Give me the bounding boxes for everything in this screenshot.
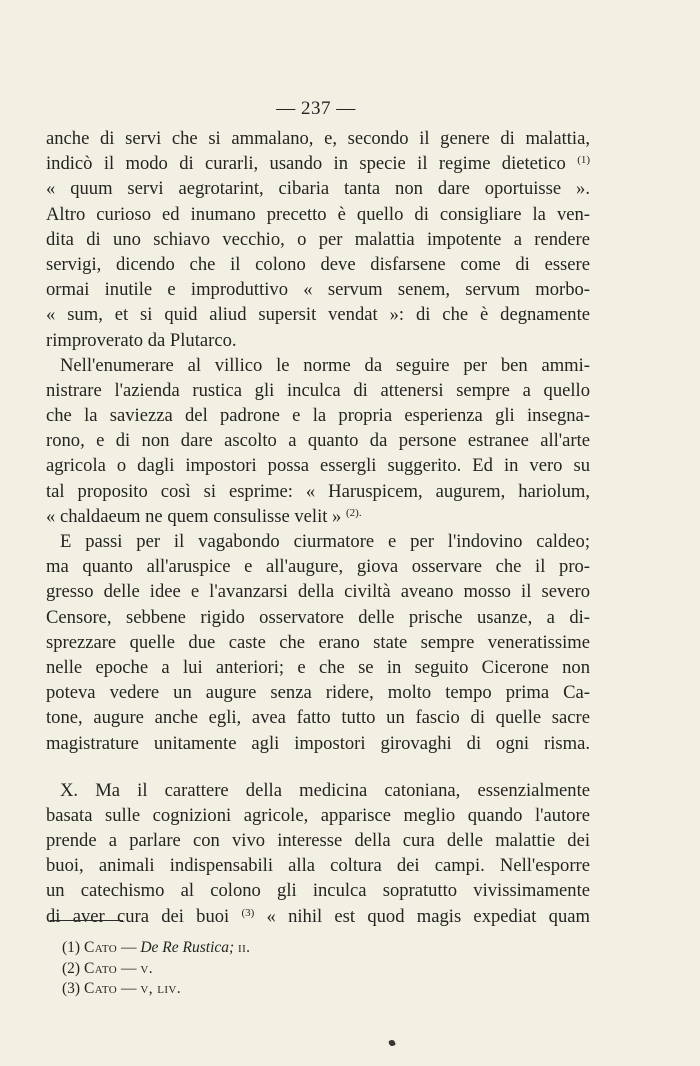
footnote-number: (2) [62,959,81,977]
text-line: « sum, et si quid aliud supersit vendat »: di che è degnamente [46,304,590,326]
text-line: Altro curioso ed inumano precetto è quello di consigliare la ven- [46,203,590,225]
footnote-ref-text: ii. [238,939,251,956]
text-line: rimproverato da Plutarco. [46,329,237,351]
text-line: servigi, dicendo che il colono deve disfarsene come di essere [46,253,590,275]
text-line: che la saviezza del padrone e la propria esperienza gli insegna- [46,405,590,427]
footnote-divider [50,920,123,921]
text-line: prende a parlare con vivo interesse della cura delle malattie dei [46,830,590,852]
text-line: X. Ma il carattere della medicina catoniana, essenzialmente [60,779,590,801]
footnote-author: Cato [83,980,118,997]
footnote-author: Cato [83,959,118,977]
text-line: nistrare l'azienda rustica gli inculca di attenersi sempre a quello [46,379,590,401]
text-line: buoi, animali indispensabili alla coltura dei campi. Nell'esporre [46,855,590,877]
ink-speck [388,1039,396,1047]
footnote [62,938,482,959]
text-line: « chaldaeum ne quem consulisse velit » $^{(2).}$ [46,505,362,527]
text-line: gresso delle idee e l'avanzarsi della civiltà aveano mosso il severo [46,581,590,603]
text-line: sprezzare quelle due caste che erano state sempre veneratissime [46,631,590,653]
text-line: indicò il modo di curarli, usando in specie il regime dietetico $^{(1)}$ [46,153,591,175]
text-line: E passi per il vagabondo ciurmatore e per l'indovino caldeo; [60,531,590,552]
footnote-ref[interactable]: (2). [346,506,362,519]
footnote-ref[interactable]: (1) [577,154,591,167]
text-line: dita di uno schiavo vecchio, o per malattia impotente a rendere [46,228,590,250]
footnote-dash: — [120,939,137,956]
footnote-work: De Re Rustica; [140,939,235,956]
text-line: rono, e di non dare ascolto a quanto da persone estranee all'arte [46,430,590,452]
text-line: tone, augure anche egli, avea fatto tutto un fascio di quelle sacre [46,707,590,729]
footnote [62,979,482,1000]
text-line: « quum servi aegrotarint, cibaria tanta non dare oportuisse ». [46,178,590,200]
paragraph [46,126,590,353]
paragraph [46,778,590,929]
text-line: poteva vedere un augure senza ridere, molto tempo prima Ca- [46,682,590,704]
text-line: di aver cura dei buoi $^{(3)}$ « nihil est quod magis expediat quam [46,905,590,927]
text-line: basata sulle cognizioni agricole, apparisce meglio quando l'autore [46,804,590,826]
footnote-ref-text: v. [140,959,153,977]
text-line: anche di servi che si ammalano, e, secondo il genere di malattia, [46,128,590,149]
body-text [46,126,590,929]
text-line: Censore, sebbene rigido osservatore delle prische usanze, a di- [46,606,590,628]
text-line: ma quanto all'aruspice e all'augure, giova osservare che il pro- [46,556,590,578]
paragraph [46,529,590,756]
footnote-ref[interactable]: (3) [241,906,255,919]
text-line: magistrature unitamente agli impostori girovaghi di ogni risma. [46,732,590,754]
footnote-number: (3) [62,980,81,997]
footnote-dash: — [120,959,137,977]
section-gap [46,756,590,778]
page-number: — 237 — [276,98,356,119]
footnote-ref-text: v, liv. [140,980,182,997]
paragraph [46,353,590,529]
text-line: tal proposito così si esprime: « Haruspicem, augurem, hariolum, [46,480,590,502]
footnotes [62,938,482,1000]
text-line: nelle epoche a lui anteriori; e che se in seguito Cicerone non [46,656,590,678]
text-line: agricola o dagli impostori possa essergli suggerito. Ed in vero su [46,455,590,477]
footnote-number: (1) [62,939,81,956]
footnote-dash: — [120,980,137,997]
text-line: ormai inutile e improduttivo « servum senem, servum morbo- [46,279,590,301]
footnote [62,959,482,980]
footnote-author: Cato [83,939,118,956]
text-line: un catechismo al colono gli inculca sopratutto vivissimamente [46,880,590,902]
text-line: Nell'enumerare al villico le norme da seguire per ben ammi- [60,354,590,376]
